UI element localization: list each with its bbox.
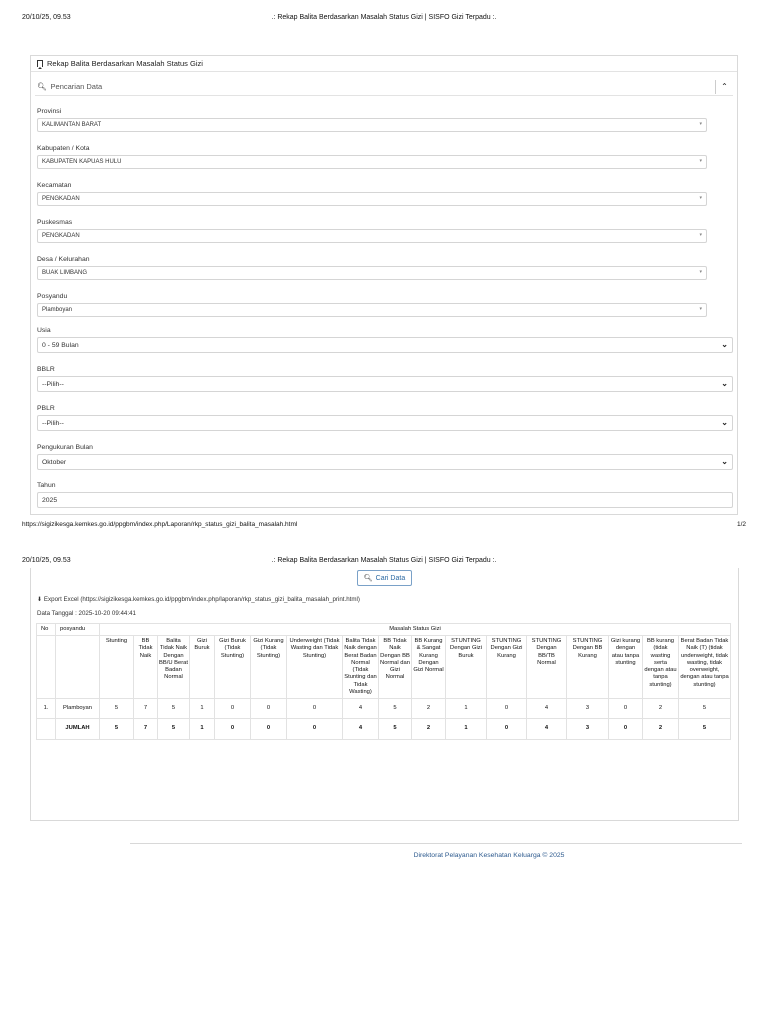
search-toggle[interactable] xyxy=(35,78,733,96)
total-cell: 1 xyxy=(446,719,487,739)
search-icon: 🔍︎ xyxy=(37,82,47,91)
table-cell: 0 xyxy=(487,699,527,719)
desa-value: BUAK LIMBANG xyxy=(42,270,88,276)
puskesmas-value: PENGKADAN xyxy=(42,233,80,239)
col-group-masalah: Masalah Status Gizi xyxy=(100,624,731,636)
print-date: 20/10/25, 09.53 xyxy=(22,557,71,564)
field-bulan xyxy=(37,444,733,470)
bblr-label: BBLR xyxy=(37,366,55,373)
total-cell: 5 xyxy=(679,719,731,739)
total-cell: 4 xyxy=(527,719,567,739)
posyandu-value: Plamboyan xyxy=(42,307,73,313)
field-bblr xyxy=(37,366,733,392)
print-header-2 xyxy=(0,557,768,571)
table-row xyxy=(37,699,731,719)
total-cell: 3 xyxy=(567,719,609,739)
kabupaten-label: Kabupaten / Kota xyxy=(37,145,90,152)
table-cell: 0 xyxy=(251,699,287,719)
col-header: BB Kurang & Sangat Kurang Dengan Gizi Normal xyxy=(412,636,446,699)
caret-icon: ▾ xyxy=(699,195,702,201)
col-spacer xyxy=(37,636,56,699)
cell-no: 1. xyxy=(37,699,56,719)
chevron-down-icon: ⌄ xyxy=(721,457,728,466)
total-cell: 0 xyxy=(287,719,343,739)
posyandu-select[interactable] xyxy=(37,303,707,317)
total-cell: 2 xyxy=(412,719,446,739)
usia-select[interactable] xyxy=(37,337,733,353)
total-cell: 5 xyxy=(100,719,134,739)
caret-icon: ▾ xyxy=(699,306,702,312)
table-cell: 7 xyxy=(134,699,158,719)
download-icon: ⬇ xyxy=(37,596,43,603)
col-header: BB kurang (tidak wasting serta dengan atau tanpa stunting) xyxy=(643,636,679,699)
table-cell: 1 xyxy=(190,699,215,719)
col-header: Balita Tidak Naik dengan Berat Badan Normal (Tidak Stunting dan Tidak Wasting) xyxy=(343,636,379,699)
panel-border-bottom xyxy=(30,820,739,821)
chevron-down-icon: ⌄ xyxy=(721,418,728,427)
bulan-value: Oktober xyxy=(42,459,67,466)
field-puskesmas xyxy=(37,219,707,243)
table-cell: 3 xyxy=(567,699,609,719)
chevron-down-icon: ⌄ xyxy=(721,379,728,388)
panel-title: Rekap Balita Berdasarkan Masalah Status Gizi xyxy=(47,59,203,68)
total-cell: 0 xyxy=(609,719,643,739)
tahun-label: Tahun xyxy=(37,482,56,489)
bulan-select[interactable] xyxy=(37,454,733,470)
table-cell: 2 xyxy=(412,699,446,719)
search-data-button[interactable] xyxy=(357,570,412,586)
field-tahun xyxy=(37,482,733,508)
total-cell: 5 xyxy=(379,719,412,739)
usia-value: 0 - 59 Bulan xyxy=(42,342,79,349)
print-url: https://sigizikesga.kemkes.go.id/ppgbm/index.php/Laporan/rkp_status_gizi_balita_masalah.html xyxy=(22,521,298,528)
provinsi-label: Provinsi xyxy=(37,108,62,115)
col-spacer xyxy=(56,636,100,699)
total-cell: 4 xyxy=(343,719,379,739)
col-header: STUNTING Dengan BB Kurang xyxy=(567,636,609,699)
field-kabupaten xyxy=(37,145,707,169)
total-cell: 2 xyxy=(643,719,679,739)
table-cell: 4 xyxy=(527,699,567,719)
total-cell: 5 xyxy=(158,719,190,739)
panel-header xyxy=(31,56,737,72)
table-total-row xyxy=(37,719,731,739)
caret-icon: ▾ xyxy=(699,158,702,164)
site-footer: Direktorat Pelayanan Kesehatan Keluarga © 2025 xyxy=(413,852,565,859)
kecamatan-label: Kecamatan xyxy=(37,182,72,189)
tahun-select[interactable] xyxy=(37,492,733,508)
export-excel-label: Export Excel (https://sigizikesga.kemkes.go.id/ppgbm/index.php/laporan/rkp_status_gizi_balita_masalah_print.html) xyxy=(43,596,360,603)
export-excel-link[interactable] xyxy=(37,596,360,603)
table-cell: 2 xyxy=(643,699,679,719)
desa-label: Desa / Kelurahan xyxy=(37,256,90,263)
table-subheader-row xyxy=(37,636,731,699)
puskesmas-label: Puskesmas xyxy=(37,219,73,226)
col-header: Gizi kurang dengan atau tanpa stunting xyxy=(609,636,643,699)
col-no: No xyxy=(37,624,56,636)
chevron-up-icon[interactable]: ⌃ xyxy=(715,80,733,94)
usia-label: Usia xyxy=(37,327,51,334)
pblr-select[interactable] xyxy=(37,415,733,431)
table-cell: 5 xyxy=(379,699,412,719)
data-date: Data Tanggal : 2025-10-20 09:44:41 xyxy=(37,610,136,617)
col-header: STUNTING Dengan Gizi Buruk xyxy=(446,636,487,699)
kecamatan-select[interactable] xyxy=(37,192,707,206)
col-header: Gizi Buruk (Tidak Stunting) xyxy=(215,636,251,699)
field-posyandu xyxy=(37,293,707,317)
provinsi-value: KALIMANTAN BARAT xyxy=(42,122,102,128)
bulan-label: Pengukuran Bulan xyxy=(37,444,93,451)
bblr-select[interactable] xyxy=(37,376,733,392)
total-cell: 0 xyxy=(215,719,251,739)
caret-icon: ▾ xyxy=(699,121,702,127)
kecamatan-value: PENGKADAN xyxy=(42,196,80,202)
table-cell: 0 xyxy=(287,699,343,719)
table-cell: 5 xyxy=(100,699,134,719)
caret-icon: ▾ xyxy=(699,269,702,275)
bblr-value: --Pilih-- xyxy=(42,381,64,388)
kabupaten-value: KABUPATEN KAPUAS HULU xyxy=(42,159,122,165)
print-doc-title: .: Rekap Balita Berdasarkan Masalah Status Gizi | SISFO Gizi Terpadu :. xyxy=(271,557,497,564)
print-date: 20/10/25, 09.53 xyxy=(22,14,71,21)
field-kecamatan xyxy=(37,182,707,206)
col-header: Gizi Kurang (Tidak Stunting) xyxy=(251,636,287,699)
tahun-value: 2025 xyxy=(42,497,58,504)
col-header: STUNTING Dengan BB/TB Normal xyxy=(527,636,567,699)
print-header xyxy=(0,14,768,28)
print-page-number: 1/2 xyxy=(736,521,746,528)
col-header: Stunting xyxy=(100,636,134,699)
desa-select[interactable] xyxy=(37,266,707,280)
kabupaten-select[interactable] xyxy=(37,155,707,169)
field-usia xyxy=(37,327,733,353)
total-cell: 0 xyxy=(251,719,287,739)
table-cell: 5 xyxy=(679,699,731,719)
total-cell: 0 xyxy=(487,719,527,739)
filter-panel xyxy=(30,55,738,515)
col-header: BB Tidak Naik xyxy=(134,636,158,699)
col-header: Balita Tidak Naik Dengan BB/U Berat Badan Normal xyxy=(158,636,190,699)
table-header-row xyxy=(37,624,731,636)
field-provinsi xyxy=(37,108,707,132)
pblr-value: --Pilih-- xyxy=(42,420,64,427)
table-cell: 1 xyxy=(446,699,487,719)
cell-posyandu: Plamboyan xyxy=(56,699,100,719)
col-header: BB Tidak Naik Dengan BB Normal dan Gizi Normal xyxy=(379,636,412,699)
total-cell: 1 xyxy=(190,719,215,739)
field-pblr xyxy=(37,405,733,431)
puskesmas-select[interactable] xyxy=(37,229,707,243)
field-desa xyxy=(37,256,707,280)
print-doc-title: .: Rekap Balita Berdasarkan Masalah Status Gizi | SISFO Gizi Terpadu :. xyxy=(271,14,497,21)
table-cell: 5 xyxy=(158,699,190,719)
caret-icon: ▾ xyxy=(699,232,702,238)
col-header: STUNTING Dengan Gizi Kurang xyxy=(487,636,527,699)
total-label: JUMLAH xyxy=(56,719,100,739)
col-header: Gizi Buruk xyxy=(190,636,215,699)
footer-divider xyxy=(130,843,742,844)
pblr-label: PBLR xyxy=(37,405,55,412)
col-posyandu: posyandu xyxy=(56,624,100,636)
total-cell: 7 xyxy=(134,719,158,739)
bookmark-icon xyxy=(37,60,43,67)
panel-border-left xyxy=(30,568,31,820)
provinsi-select[interactable] xyxy=(37,118,707,132)
search-label: Pencarian Data xyxy=(50,82,103,91)
search-data-label: Cari Data xyxy=(375,574,406,582)
col-header: Underweight (Tidak Wasting dan Tidak Stunting) xyxy=(287,636,343,699)
chevron-down-icon: ⌄ xyxy=(721,340,728,349)
panel-border-right xyxy=(738,568,739,820)
cell-empty xyxy=(37,719,56,739)
posyandu-label: Posyandu xyxy=(37,293,68,300)
rekap-table xyxy=(36,623,731,740)
table-cell: 0 xyxy=(609,699,643,719)
table-cell: 4 xyxy=(343,699,379,719)
table-cell: 0 xyxy=(215,699,251,719)
search-icon: 🔍︎ xyxy=(363,575,373,582)
col-header: Berat Badan Tidak Naik (T) (tidak underweight, tidak wasting, tidak overweight, dengan atau tanpa stunting) xyxy=(679,636,731,699)
